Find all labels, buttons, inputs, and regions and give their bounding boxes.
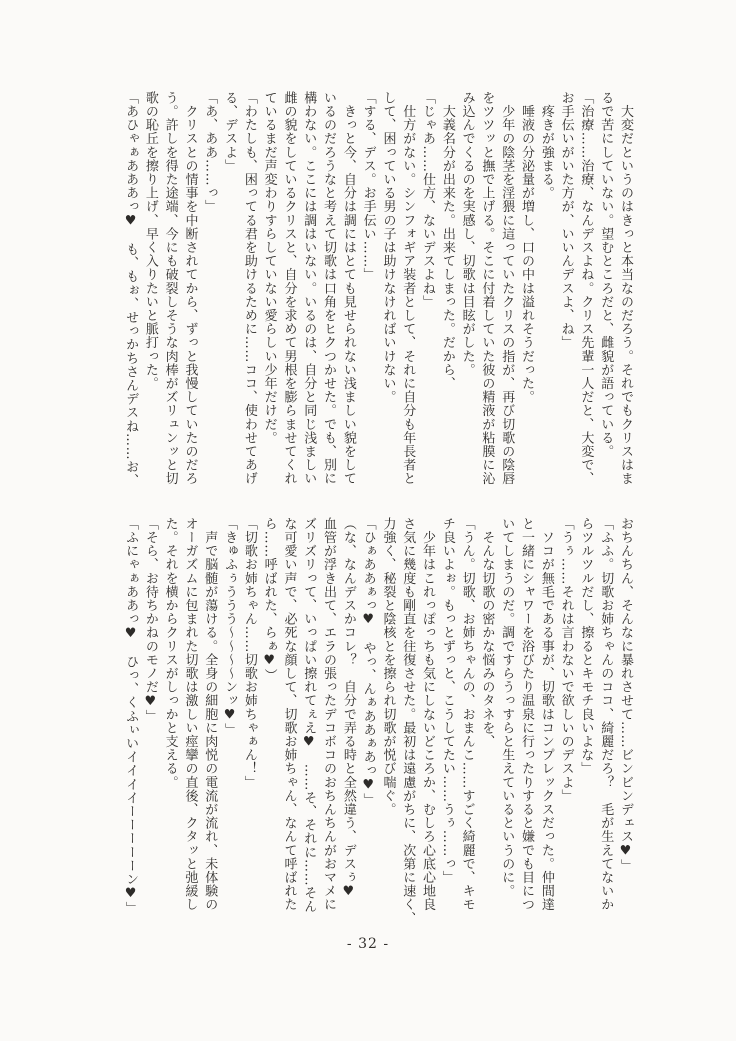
text-line: た。それを横からクリスがしっかと支える。 (162, 517, 178, 789)
text-line: 「うぅ……それは言わないで欲しいのデスよ」 (558, 517, 574, 803)
text-line: 「切歌お姉ちゃん……切歌お姉ちゃぁん！」 (241, 517, 257, 789)
text-line: クリスとの情事を中断されてから、ずっと我慢していたのだろ (182, 91, 198, 486)
text-line: きっと今、自分は調にはとても見せられない浅ましい貌をして (340, 91, 356, 486)
text-line: 少年はこれっぽっちも気にしないどころか、むしろ心底心地良 (420, 517, 436, 912)
text-line: う。許しを得た途端、今にも破裂しそうな肉棒がズリュンッと切 (162, 91, 178, 486)
text-line: と一緒にシャワーを浴びたり温泉に行ったりすると嫌でも目につ (519, 517, 535, 912)
text-line: るで苦にしていない。望むところだと、雌貌が語っている。 (598, 91, 614, 459)
text-line: み込んでくるのを実感し、切歌は目眩がした。 (459, 91, 475, 377)
text-line: る、デスよ」 (222, 91, 238, 173)
text-line: 「うん。切歌、お姉ちゃんの、おまんこ……すごく綺麗で、キモ (459, 517, 475, 912)
text-line: いるのだろうなと考えて切歌は口角をヒクつかせた。でも、別に (321, 91, 337, 486)
text-line: チ良いよぉ。もっとずっと、こうしてたい……うぅ……っ」 (439, 517, 455, 885)
text-line: お手伝いがいた方が、いいんデスよ、ね」 (558, 91, 574, 350)
text-line: 大変だというのはきっと本当なのだろう。それでもクリスはま (618, 91, 633, 486)
text-line: して、困っている男の子は助けなければいけない。 (380, 91, 396, 404)
text-line: そんな切歌の密かな悩みのタネを、 (479, 517, 495, 749)
text-line: 「あひゃぁあああっ♥ も、もぉ、せっかちさんデスね……お、 (123, 91, 139, 488)
text-line: いてしまうのだ。調ですらうっすらと生えているというのに。 (499, 517, 515, 898)
text-line: （な、なんデスかコレ？ 自分で弄る時と全然違う、デスぅ♥ (340, 517, 356, 900)
text-line: 雌の貌をしているクリスと、自分を求めて男根を膨らませてくれ (281, 91, 297, 486)
text-line: ら……呼ばれた、らぁ♥） (261, 517, 277, 683)
text-line: 「あ、ああ……っ」 (202, 91, 218, 214)
text-line: 「治療……治療、なんデスよね。クリス先輩一人だと、大変で、 (578, 91, 594, 486)
text-line: らツルツルだし、擦るとキモチ良いよな」 (578, 517, 594, 776)
text-line: 疼きが強まる。 (538, 91, 554, 200)
text-line: 「じゃあ……仕方、ないデスよね」 (420, 91, 436, 309)
text-line: 血管が浮き出て、エラの張ったデコボコのおちんちんがおマメに (321, 517, 337, 912)
text-line: 唾液の分泌量が増し、口の中は溢れそうだった。 (519, 91, 535, 404)
text-line: 構わない。ここには調はいない。いるのは、自分と同じ浅ましい (301, 91, 317, 486)
text-line: ソコが無毛である事が、切歌はコンプレックスだった。仲間達 (538, 517, 554, 912)
text-line: をツツッと撫で上げる。そこに付着していた彼の精液が粘膜に沁 (479, 91, 495, 486)
text-line: 仕方がない。シンフォギア装者として、それに自分も年長者と (400, 91, 416, 486)
text-line: 「ふふ。切歌お姉ちゃんのココ、綺麗だろ？ 毛が生えてないか (598, 517, 614, 912)
text-line: 少年の陰茎を淫猥に這っていたクリスの指が、再び切歌の陰唇 (499, 91, 515, 486)
text-line: おちんちん、そんなに暴れさせて……ビンビンデェス♥」 (618, 517, 633, 873)
text-line: 「わたしも、困ってる君を助けるために……ココ、使わせてあげ (241, 91, 257, 486)
text-block-top (117, 91, 635, 493)
text-line: 力強く、秘裂と陰核とを擦られ切歌が悦び喘ぐ。 (380, 517, 396, 817)
text-line: 「ひぁああぁっ♥ やっ、んぁああぁあっ♥」 (360, 517, 376, 807)
text-line: 歌の恥丘を擦り上げ、早く入りたいと脈打った。 (142, 91, 158, 391)
text-line: 大義名分が出来た。出来てしまった。だから、 (439, 91, 455, 391)
text-line: 「する、デス。お手伝い……」 (360, 91, 376, 282)
text-line: 声で脳髄が蕩ける。全身の細胞に肉悦の電流が流れ、未体験の (202, 517, 218, 912)
text-line: 「ふにゃぁああっ♥ ひっ、くふぃいイイイイーーーーーン♥」 (123, 517, 139, 916)
text-line: オーガズムに包まれた切歌は激しい痙攣の直後、クタッと弛緩し (182, 517, 198, 912)
text-line: ズリズリって、いっぱい擦れてぇえ♥ ……そ、それに……そん (301, 517, 317, 914)
text-line: 「そら、お待ちかねのモノだ♥」 (142, 517, 158, 723)
page-number: - 32 - (346, 936, 390, 952)
text-line: さ気に幾度も剛直を往復させた。最初は遠慮がちに、次第に速く、 (400, 517, 416, 925)
text-block-bottom (117, 517, 635, 925)
text-line: ているまだ声変わりすらしていない愛らしい少年だけだ。 (261, 91, 277, 445)
text-line: 「きゅふぅううう〜〜〜〜ンッ♥」 (222, 517, 238, 737)
text-line: な可愛い声で、必死な顔して、切歌お姉ちゃん、なんて呼ばれた (281, 517, 297, 912)
